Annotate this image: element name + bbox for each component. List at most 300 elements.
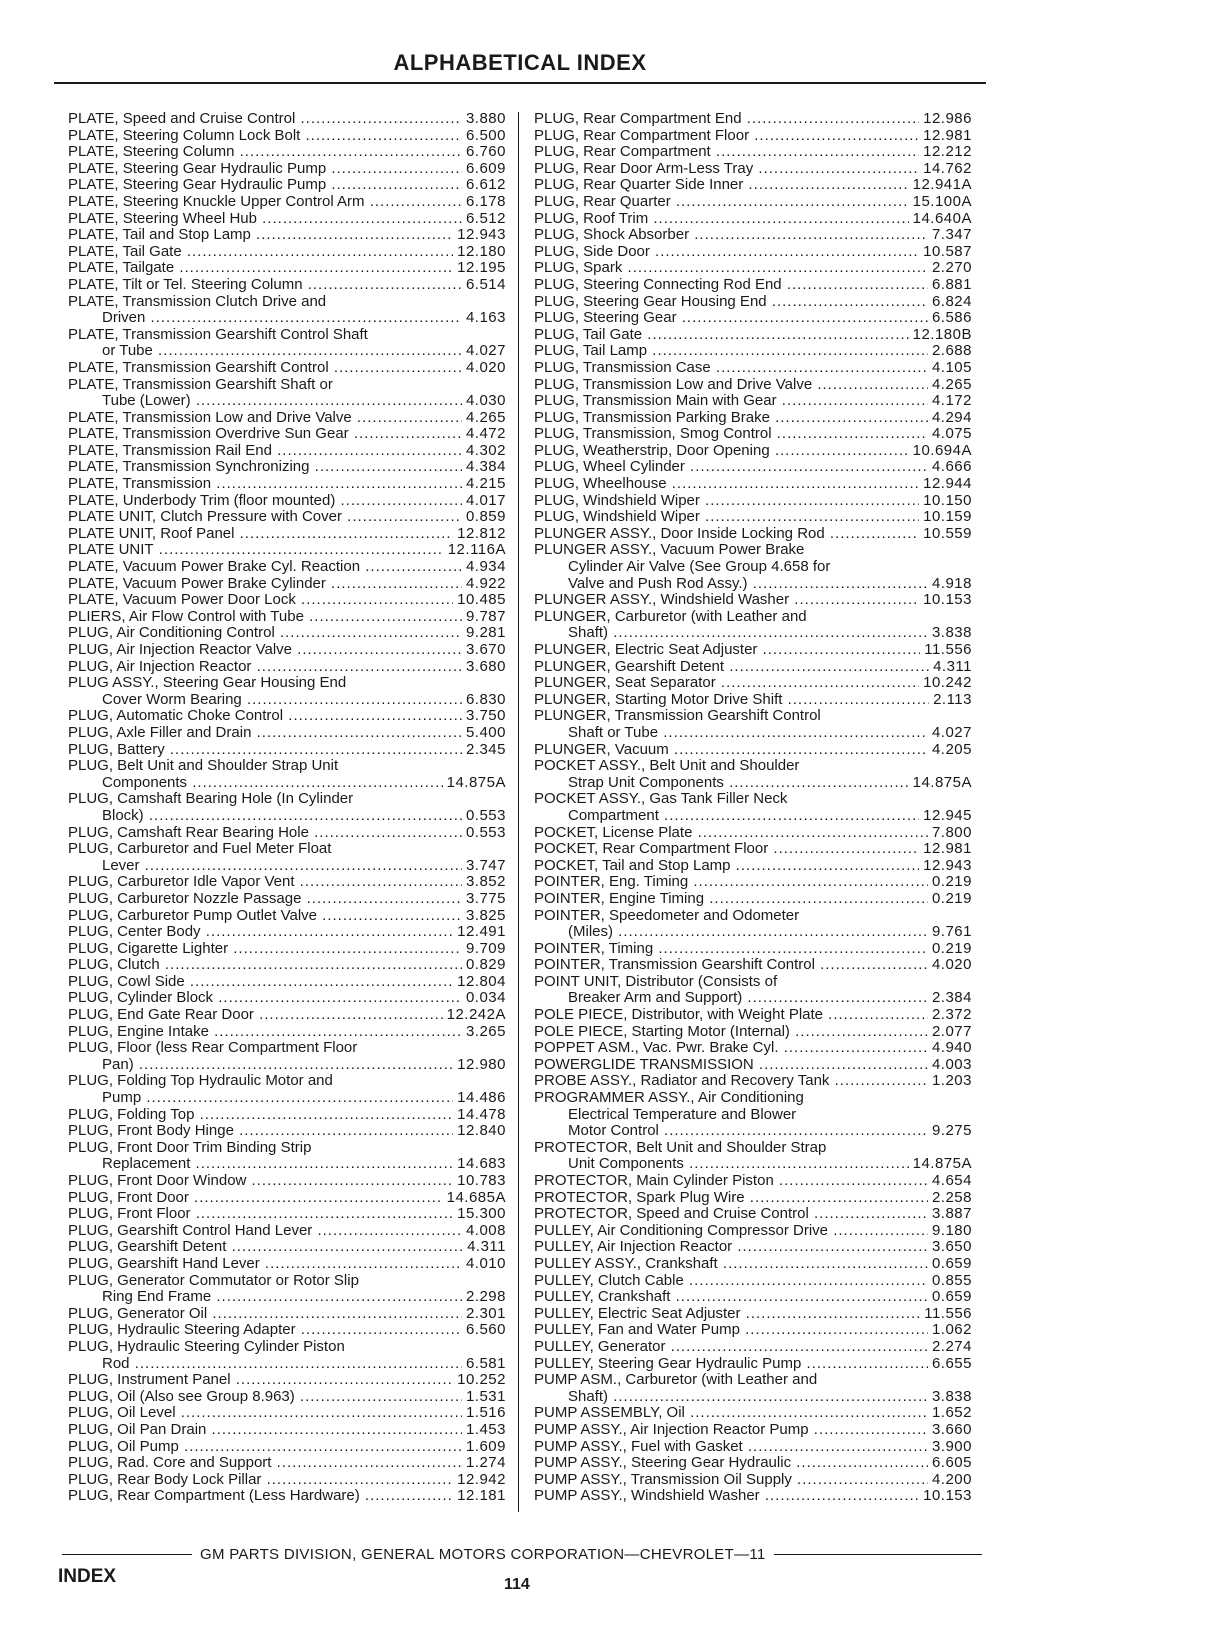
index-entry-text: PLUNGER, Seat Separator .....	[534, 675, 919, 692]
index-entry-page: 12.491	[457, 923, 506, 941]
index-entry-page: 5.400	[465, 723, 506, 741]
index-entry-text: PLUNGER, Carburetor (with Leather and	[534, 608, 807, 625]
index-entry	[534, 509, 972, 526]
index-entry	[68, 227, 506, 244]
index-entry-text: Cover Worm Bearing .....	[68, 692, 462, 709]
index-entry-page: 6.586	[931, 309, 972, 327]
index-entry-page: 14.875A	[446, 773, 506, 791]
index-entry-page: 12.181	[457, 1487, 506, 1505]
index-entry-page: 0.219	[931, 889, 972, 907]
index-entry-text: PLUG, Air Injection Reactor .....	[68, 659, 462, 676]
index-entry	[534, 393, 972, 410]
index-entry-text: Unit Components .....	[534, 1156, 909, 1173]
index-entry-page: 4.163	[465, 309, 506, 327]
index-entry	[68, 974, 506, 991]
index-entry-text: PLUG, Roof Trim .....	[534, 211, 909, 228]
index-entry-page: 4.311	[933, 657, 972, 675]
index-entry	[68, 642, 506, 659]
index-entry	[68, 576, 506, 593]
index-entry-page: 3.775	[465, 889, 506, 907]
index-entry	[534, 791, 972, 808]
index-entry-text: PLUG, Carburetor Nozzle Passage .....	[68, 891, 462, 908]
index-entry-page: 4.075	[931, 425, 972, 443]
index-entry-text: PLUG, Automatic Choke Control .....	[68, 708, 462, 725]
index-entry-text: PLUG, Carburetor Pump Outlet Valve .....	[68, 908, 462, 925]
index-entry-text: PLUG, Center Body .....	[68, 924, 453, 941]
index-entry	[534, 841, 972, 858]
index-entry-page: 11.556	[924, 1304, 972, 1322]
index-entry	[68, 692, 506, 709]
index-entry	[68, 211, 506, 228]
index-entry	[68, 1405, 506, 1422]
index-entry-text: PLUG, Front Door Trim Binding Strip	[68, 1139, 312, 1156]
index-entry	[534, 1273, 972, 1290]
index-entry-page: 15.300	[457, 1205, 506, 1223]
index-entry	[534, 1405, 972, 1422]
index-entry-text: PLATE, Speed and Cruise Control .....	[68, 111, 462, 128]
index-entry-text: Shaft) .....	[534, 625, 928, 642]
index-entry-page: 12.981	[923, 126, 972, 144]
index-entry	[68, 1322, 506, 1339]
index-entry-text: POCKET, Tail and Stop Lamp .....	[534, 858, 919, 875]
index-entry-page: 1.203	[931, 1072, 972, 1090]
left-index-column	[68, 111, 506, 1505]
index-entry	[534, 1140, 972, 1157]
index-entry	[534, 1239, 972, 1256]
index-entry	[534, 111, 972, 128]
index-entry-text: PLATE, Steering Gear Hydraulic Pump .....	[68, 161, 462, 178]
footer-text: GM PARTS DIVISION, GENERAL MOTORS CORPORATION—CHEVROLET—11	[200, 1546, 766, 1563]
index-entry-page: 4.215	[465, 475, 506, 493]
index-entry-text: PLUG, Rear Body Lock Pillar .....	[68, 1472, 453, 1489]
index-entry	[68, 791, 506, 808]
index-entry	[534, 708, 972, 725]
index-entry-page: 6.830	[465, 690, 506, 708]
index-entry-text: Ring End Frame .....	[68, 1289, 462, 1306]
index-entry	[534, 808, 972, 825]
index-entry	[68, 1007, 506, 1024]
index-entry-page: 2.298	[465, 1288, 506, 1306]
index-entry-text: PULLEY, Fan and Water Pump .....	[534, 1322, 928, 1339]
index-entry	[68, 476, 506, 493]
index-entry-text: PLATE, Transmission Clutch Drive and	[68, 293, 327, 310]
index-entry-page: 0.659	[931, 1254, 972, 1272]
index-entry-text: PROGRAMMER ASSY., Air Conditioning	[534, 1090, 804, 1107]
index-entry	[68, 1289, 506, 1306]
index-entry-page: 7.800	[931, 823, 972, 841]
index-entry-text: PLATE, Tilt or Tel. Steering Column .....	[68, 277, 462, 294]
index-entry	[68, 990, 506, 1007]
index-entry-text: Rod .....	[68, 1356, 462, 1373]
index-entry-text: PLUG, Rear Compartment (Less Hardware) .....	[68, 1488, 453, 1505]
index-entry	[68, 808, 506, 825]
index-entry-text: PLUG, Wheel Cylinder .....	[534, 459, 928, 476]
index-entry	[68, 609, 506, 626]
index-entry-page: 1.531	[465, 1387, 506, 1405]
index-entry-page: 1.453	[465, 1420, 506, 1438]
index-entry-page: 14.478	[457, 1105, 506, 1123]
index-entry	[68, 260, 506, 277]
index-entry-page: 14.762	[923, 159, 972, 177]
index-entry	[534, 1289, 972, 1306]
index-entry-text: POINTER, Eng. Timing .....	[534, 874, 928, 891]
index-entry-text: PLUG, Windshield Wiper .....	[534, 493, 919, 510]
index-entry-text: PLUG, End Gate Rear Door .....	[68, 1007, 443, 1024]
index-entry-page: 0.034	[465, 989, 506, 1007]
index-entry	[534, 825, 972, 842]
index-entry-page: 12.942	[457, 1470, 506, 1488]
index-entry-page: 2.345	[465, 740, 506, 758]
index-entry-page: 15.100A	[912, 192, 972, 210]
index-entry-page: 2.301	[465, 1304, 506, 1322]
index-entry	[68, 1372, 506, 1389]
index-entry-page: 0.553	[465, 806, 506, 824]
index-entry-page: 12.180B	[912, 325, 972, 343]
index-entry	[534, 1322, 972, 1339]
index-entry-page: 12.804	[457, 972, 506, 990]
index-entry	[68, 1040, 506, 1057]
index-entry	[68, 675, 506, 692]
index-entry-text: PLUG, Camshaft Bearing Hole (In Cylinder	[68, 791, 354, 808]
index-entry-text: PLUG, Gearshift Detent .....	[68, 1239, 463, 1256]
index-entry-text: PLUNGER, Electric Seat Adjuster .....	[534, 642, 920, 659]
index-entry-page: 7.347	[931, 226, 972, 244]
footer-rule-right	[774, 1554, 982, 1555]
index-entry	[68, 1306, 506, 1323]
index-entry-page: 10.159	[923, 508, 972, 526]
index-entry-text: PLATE, Transmission .....	[68, 476, 462, 493]
index-entry-page: 1.652	[931, 1404, 972, 1422]
index-entry	[534, 1007, 972, 1024]
index-entry	[68, 1024, 506, 1041]
index-entry-page: 2.372	[931, 1006, 972, 1024]
index-entry-text: PLUG, Spark .....	[534, 260, 928, 277]
index-entry	[534, 1372, 972, 1389]
index-entry-page: 6.605	[931, 1454, 972, 1472]
index-entry-text: POLE PIECE, Starting Motor (Internal) .....	[534, 1024, 928, 1041]
index-entry	[68, 841, 506, 858]
index-entry-page: 1.062	[931, 1321, 972, 1339]
index-entry-page: 6.609	[465, 159, 506, 177]
index-entry-page: 9.275	[931, 1122, 972, 1140]
index-entry-page: 12.116A	[447, 541, 506, 559]
index-entry-page: 2.274	[931, 1337, 972, 1355]
index-entry-text: PLATE, Tail Gate .....	[68, 244, 453, 261]
index-entry	[68, 410, 506, 427]
index-entry-page: 12.180	[457, 242, 506, 260]
index-entry-text: PLUG, Cylinder Block .....	[68, 990, 462, 1007]
index-entry-page: 9.709	[465, 939, 506, 957]
index-entry-page: 4.302	[465, 441, 506, 459]
index-entry	[534, 742, 972, 759]
index-entry	[534, 758, 972, 775]
index-entry	[534, 874, 972, 891]
index-entry	[68, 526, 506, 543]
index-entry-text: POINTER, Engine Timing .....	[534, 891, 928, 908]
index-entry	[68, 194, 506, 211]
index-entry	[534, 277, 972, 294]
index-entry-page: 4.265	[931, 375, 972, 393]
index-entry-text: PLUG, Generator Commutator or Rotor Slip	[68, 1272, 359, 1289]
index-entry-text: PULLEY, Air Injection Reactor .....	[534, 1239, 928, 1256]
page-title: ALPHABETICAL INDEX	[393, 50, 647, 75]
index-entry-text: PULLEY, Electric Seat Adjuster .....	[534, 1306, 920, 1323]
index-entry-text: PLUG, Gearshift Control Hand Lever .....	[68, 1223, 462, 1240]
index-entry-page: 12.812	[457, 524, 506, 542]
index-entry-text: Shaft) .....	[534, 1389, 928, 1406]
index-entry-page: 2.258	[931, 1188, 972, 1206]
index-entry-page: 12.980	[457, 1055, 506, 1073]
index-entry-text: PLUG, Engine Intake .....	[68, 1024, 462, 1041]
index-entry-text: PLUG, Rear Door Arm-Less Tray .....	[534, 161, 919, 178]
index-entry	[534, 1206, 972, 1223]
index-entry-text: PLUG, Windshield Wiper .....	[534, 509, 919, 526]
index-entry-page: 3.670	[465, 641, 506, 658]
index-entry-text: PLUG, Rear Quarter Side Inner .....	[534, 177, 909, 194]
index-entry-text: PLUG, Folding Top Hydraulic Motor and	[68, 1073, 333, 1090]
index-entry-page: 4.200	[931, 1470, 972, 1488]
index-entry-text: PLUG, Rear Compartment Floor .....	[534, 128, 919, 145]
index-entry	[534, 410, 972, 427]
index-entry	[534, 1090, 972, 1107]
index-entry-page: 4.008	[465, 1221, 506, 1239]
index-entry	[534, 1339, 972, 1356]
index-entry-text: PLUG, Cigarette Lighter .....	[68, 941, 462, 958]
index-entry-page: 0.219	[931, 939, 972, 957]
index-entry	[68, 1439, 506, 1456]
index-entry-text: PLUNGER, Gearshift Detent .....	[534, 659, 929, 676]
index-entry-text: POCKET ASSY., Belt Unit and Shoulder	[534, 758, 800, 775]
index-entry-page: 14.875A	[912, 773, 972, 791]
index-entry-page: 14.685A	[446, 1188, 506, 1206]
index-entry	[68, 1140, 506, 1157]
index-entry-page: 4.010	[465, 1254, 506, 1272]
right-index-column	[534, 111, 972, 1505]
index-entry-text: PLATE, Underbody Trim (floor mounted) .....	[68, 493, 462, 510]
index-entry-text: PLUG, Transmission Low and Drive Valve .....	[534, 377, 928, 394]
index-entry-text: PLUG, Side Door .....	[534, 244, 919, 261]
index-entry	[534, 1439, 972, 1456]
index-entry-text: Components .....	[68, 775, 443, 792]
index-entry-page: 4.172	[931, 392, 972, 410]
index-entry	[68, 825, 506, 842]
index-entry-text: PLUG, Rad. Core and Support .....	[68, 1455, 462, 1472]
index-entry	[534, 891, 972, 908]
index-entry	[534, 775, 972, 792]
index-entry-text: PUMP ASM., Carburetor (with Leather and	[534, 1372, 818, 1389]
index-entry-text: POLE PIECE, Distributor, with Weight Plate .....	[534, 1007, 928, 1024]
index-entry	[534, 1173, 972, 1190]
index-entry-page: 2.688	[931, 342, 972, 360]
index-entry	[68, 775, 506, 792]
index-entry-text: PLATE UNIT, Clutch Pressure with Cover .....	[68, 509, 462, 526]
index-entry-text: PUMP ASSY., Windshield Washer .....	[534, 1488, 919, 1505]
index-entry	[534, 1256, 972, 1273]
index-entry	[68, 742, 506, 759]
index-entry-page: 14.640A	[912, 209, 972, 227]
index-entry	[68, 443, 506, 460]
index-entry-page: 10.559	[923, 524, 972, 542]
index-entry-page: 3.660	[931, 1420, 972, 1438]
index-entry	[534, 177, 972, 194]
index-entry-page: 6.824	[931, 292, 972, 310]
index-entry	[68, 111, 506, 128]
index-entry-text: PLUNGER ASSY., Vacuum Power Brake	[534, 542, 805, 559]
index-entry-text: PLUG, Oil (Also see Group 8.963) .....	[68, 1389, 462, 1406]
index-entry-page: 4.020	[465, 358, 506, 376]
index-entry	[534, 642, 972, 659]
index-entry	[68, 957, 506, 974]
index-entry-text: PLUG, Steering Gear Housing End .....	[534, 294, 928, 311]
index-entry-page: 9.281	[465, 624, 506, 642]
index-entry	[68, 1223, 506, 1240]
index-entry	[534, 1073, 972, 1090]
index-entry-text: PLUG, Instrument Panel .....	[68, 1372, 453, 1389]
index-entry-text: PROBE ASSY., Radiator and Recovery Tank .....	[534, 1073, 928, 1090]
index-entry-text: PLUG ASSY., Steering Gear Housing End	[68, 675, 347, 692]
index-entry-page: 9.180	[931, 1221, 972, 1239]
index-entry	[534, 476, 972, 493]
index-entry	[534, 343, 972, 360]
index-entry-text: Pump .....	[68, 1090, 453, 1107]
index-entry	[534, 675, 972, 692]
index-entry	[68, 725, 506, 742]
index-entry-text: PUMP ASSY., Transmission Oil Supply .....	[534, 1472, 928, 1489]
index-entry	[68, 1057, 506, 1074]
index-entry-text: PULLEY, Air Conditioning Compressor Drive .....	[534, 1223, 928, 1240]
index-entry	[534, 459, 972, 476]
index-entry-text: PLUG, Front Door .....	[68, 1190, 443, 1207]
index-entry	[68, 294, 506, 311]
index-entry-text: POWERGLIDE TRANSMISSION .....	[534, 1057, 928, 1074]
index-entry-text: PLUG, Air Conditioning Control .....	[68, 625, 462, 642]
index-entry	[68, 592, 506, 609]
index-entry	[534, 692, 972, 709]
index-entry	[534, 211, 972, 228]
index-entry-page: 3.900	[931, 1437, 972, 1455]
index-entry-text: PLUNGER, Starting Motor Drive Shift .....	[534, 692, 929, 709]
index-entry-text: PLUG, Wheelhouse .....	[534, 476, 919, 493]
index-entry-text: PLATE, Transmission Gearshift Control .....	[68, 360, 462, 377]
index-entry-page: 12.242A	[446, 1006, 506, 1024]
index-entry-text: PLATE, Transmission Low and Drive Valve .....	[68, 410, 462, 427]
index-entry-text: Strap Unit Components .....	[534, 775, 909, 792]
index-entry-page: 9.787	[465, 607, 506, 625]
index-entry-page: 1.609	[465, 1437, 506, 1455]
index-entry	[68, 177, 506, 194]
index-entry-page: 12.195	[457, 259, 506, 277]
index-entry-text: PLATE, Steering Column Lock Bolt .....	[68, 128, 462, 145]
index-entry-text: PLUG, Oil Level .....	[68, 1405, 462, 1422]
index-entry-text: PLUNGER ASSY., Windshield Washer .....	[534, 592, 919, 609]
index-entry-text: PUMP ASSY., Steering Gear Hydraulic .....	[534, 1455, 928, 1472]
index-entry-page: 6.560	[465, 1321, 506, 1339]
index-entry-text: POPPET ASM., Vac. Pwr. Brake Cyl. .....	[534, 1040, 928, 1057]
index-entry	[68, 377, 506, 394]
index-entry-page: 0.829	[465, 956, 506, 974]
index-entry-text: Replacement .....	[68, 1156, 453, 1173]
footer-line	[62, 1546, 982, 1563]
index-entry-page: 10.694A	[912, 441, 972, 459]
index-entry-text: PLUG, Camshaft Rear Bearing Hole .....	[68, 825, 462, 842]
index-entry-text: POCKET, License Plate .....	[534, 825, 928, 842]
index-entry-page: 10.485	[457, 591, 506, 609]
index-entry	[68, 493, 506, 510]
index-entry-text: POINT UNIT, Distributor (Consists of	[534, 973, 778, 990]
index-entry	[534, 1488, 972, 1505]
index-entry-page: 1.274	[465, 1454, 506, 1472]
index-entry-text: PLIERS, Air Flow Control with Tube .....	[68, 609, 462, 626]
index-entry	[68, 891, 506, 908]
index-entry-page: 4.918	[931, 574, 972, 592]
index-entry-text: Driven .....	[68, 310, 462, 327]
index-entry	[534, 244, 972, 261]
index-entry-page: 3.852	[465, 873, 506, 891]
index-entry	[534, 227, 972, 244]
index-entry	[534, 443, 972, 460]
index-entry-text: PLATE, Transmission Synchronizing .....	[68, 459, 462, 476]
index-entry-text: PLATE, Transmission Gearshift Shaft or	[68, 376, 333, 393]
index-entry-text: PLUG, Folding Top .....	[68, 1107, 453, 1124]
index-entry	[68, 1273, 506, 1290]
index-entry-page: 12.981	[923, 840, 972, 858]
index-entry	[534, 1156, 972, 1173]
index-entry	[534, 1057, 972, 1074]
index-entry-text: PULLEY ASSY., Crankshaft .....	[534, 1256, 928, 1273]
index-entry-page: 0.219	[931, 873, 972, 891]
index-entry-text: PLATE, Steering Column .....	[68, 144, 462, 161]
index-entry-page: 4.003	[931, 1055, 972, 1073]
index-entry-text: PLATE, Transmission Rail End .....	[68, 443, 462, 460]
index-entry	[68, 625, 506, 642]
index-entry-text: PLUG, Belt Unit and Shoulder Strap Unit	[68, 758, 339, 775]
index-entry-text: Valve and Push Rod Assy.) .....	[534, 576, 928, 593]
index-entry	[534, 377, 972, 394]
index-entry-text: PROTECTOR, Spark Plug Wire .....	[534, 1190, 928, 1207]
index-entry	[534, 1472, 972, 1489]
index-entry-text: PLUG, Cowl Side .....	[68, 974, 453, 991]
index-entry	[534, 260, 972, 277]
index-entry-page: 12.944	[923, 475, 972, 493]
index-entry	[534, 592, 972, 609]
index-entry-page: 4.294	[931, 408, 972, 426]
index-entry	[68, 310, 506, 327]
index-entry-page: 4.027	[465, 342, 506, 360]
index-entry	[68, 1073, 506, 1090]
index-entry	[68, 874, 506, 891]
section-label: INDEX	[58, 1566, 117, 1587]
index-entry-text: PLATE, Transmission Gearshift Control Shaft	[68, 326, 368, 343]
index-entry	[534, 908, 972, 925]
index-entry	[68, 659, 506, 676]
index-entry-text: PUMP ASSY., Air Injection Reactor Pump .....	[534, 1422, 928, 1439]
index-entry-text: PLATE UNIT, Roof Panel .....	[68, 526, 453, 543]
index-entry-text: PLUG, Hydraulic Steering Adapter .....	[68, 1322, 462, 1339]
index-entry-text: PLUG, Oil Pump .....	[68, 1439, 462, 1456]
index-entry	[534, 1107, 972, 1124]
index-entry-text: PLUG, Front Door Window .....	[68, 1173, 453, 1190]
index-entry-text: PROTECTOR, Speed and Cruise Control .....	[534, 1206, 928, 1223]
index-entry-page: 4.027	[931, 723, 972, 741]
index-entry-text: PULLEY, Clutch Cable .....	[534, 1273, 928, 1290]
index-entry-text: PLUG, Carburetor Idle Vapor Vent .....	[68, 874, 462, 891]
index-entry-text: PLUG, Rear Compartment End .....	[534, 111, 919, 128]
index-entry-text: PLUG, Front Body Hinge .....	[68, 1123, 453, 1140]
index-entry	[68, 1339, 506, 1356]
index-entry-page: 2.077	[931, 1022, 972, 1040]
index-entry	[68, 708, 506, 725]
index-entry-page: 0.855	[931, 1271, 972, 1289]
